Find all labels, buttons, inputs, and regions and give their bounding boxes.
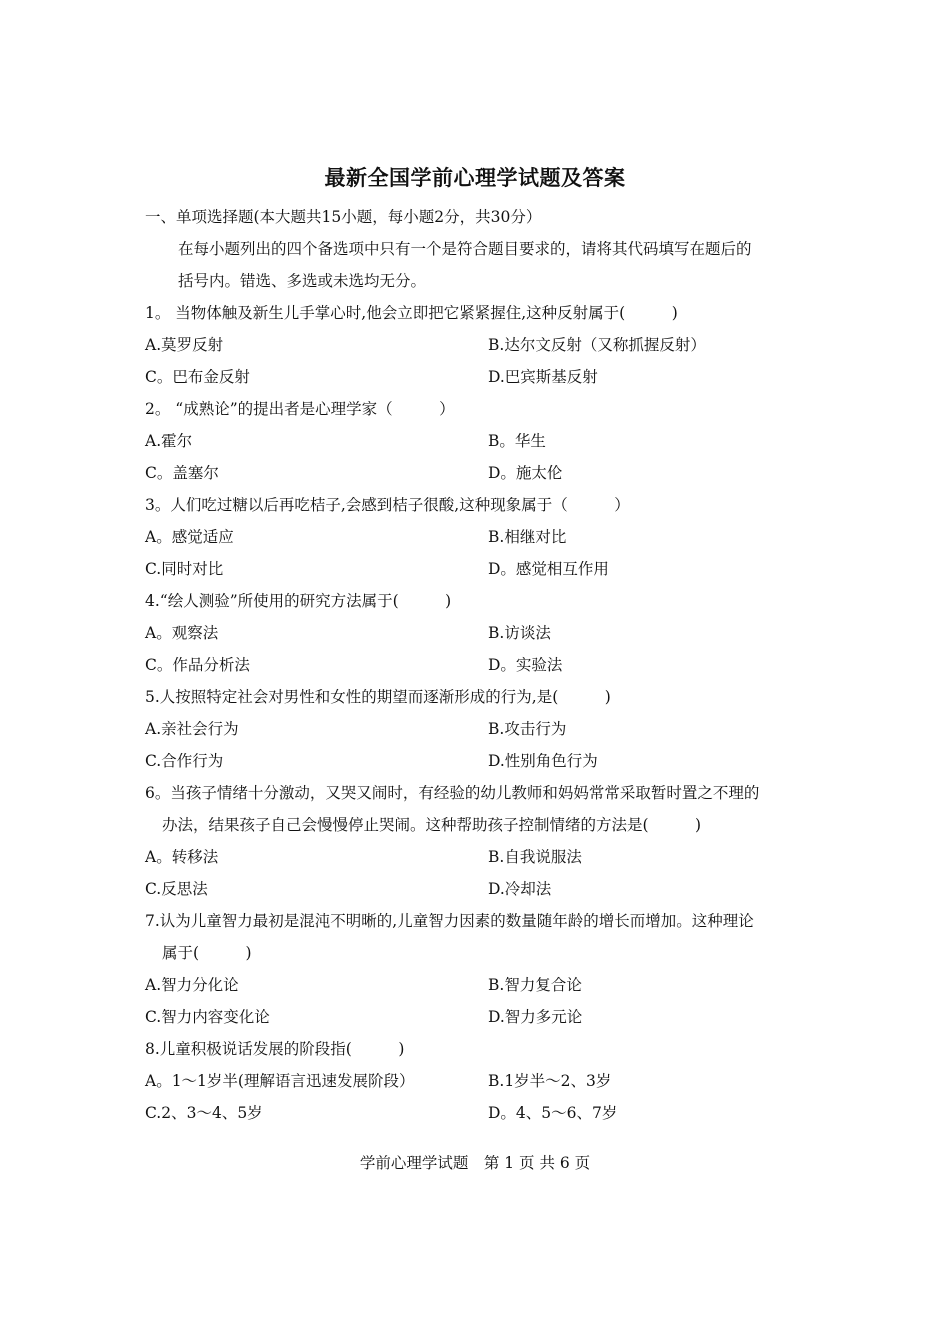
question-5-stem: 5.人按照特定社会对男性和女性的期望而逐渐形成的行为,是( ) — [145, 688, 611, 706]
question-2-option-d: D。施太伦 — [488, 464, 563, 482]
question-7-option-c: C.智力内容变化论 — [145, 1008, 270, 1026]
question-3-option-a: A。感觉适应 — [145, 528, 234, 546]
question-3-option-d: D。感觉相互作用 — [488, 560, 609, 578]
question-5-option-b: B.攻击行为 — [488, 720, 567, 738]
question-7-option-a: A.智力分化论 — [145, 976, 239, 994]
question-3-stem: 3。人们吃过糖以后再吃桔子,会感到桔子很酸,这种现象属于（ ） — [145, 496, 630, 514]
question-2-option-c: C。盖塞尔 — [145, 464, 219, 482]
question-2-option-b: B。华生 — [488, 432, 546, 450]
question-3-option-b: B.相继对比 — [488, 528, 567, 546]
question-6-stem-line-1: 6。当孩子情绪十分激动，又哭又闹时，有经验的幼儿教师和妈妈常常采取暂时置之不理的 — [145, 784, 760, 802]
question-1-option-a: A.莫罗反射 — [145, 336, 224, 354]
question-5-option-a: A.亲社会行为 — [145, 720, 239, 738]
question-6-option-b: B.自我说服法 — [488, 848, 582, 866]
question-4-option-b: B.访谈法 — [488, 624, 551, 642]
question-4-stem: 4.“绘人测验”所使用的研究方法属于( ) — [145, 592, 452, 610]
question-2-stem: 2。 “成熟论”的提出者是心理学家（ ） — [145, 400, 455, 418]
page-footer: 学前心理学试题 第 1 页 共 6 页 — [359, 1154, 591, 1172]
question-6-option-d: D.冷却法 — [488, 880, 552, 898]
question-1-option-b: B.达尔文反射（又称抓握反射） — [488, 336, 706, 354]
question-6-stem-line-2: 办法，结果孩子自己会慢慢停止哭闹。这种帮助孩子控制情绪的方法是( ) — [162, 816, 702, 834]
question-4-option-a: A。观察法 — [145, 624, 219, 642]
question-3-option-c: C.同时对比 — [145, 560, 224, 578]
question-4-option-c: C。作品分析法 — [145, 656, 250, 674]
question-1-option-c: C。巴布金反射 — [145, 368, 250, 386]
question-8-option-c: C.2、3～4、5岁 — [145, 1104, 263, 1122]
question-7-option-d: D.智力多元论 — [488, 1008, 583, 1026]
question-6-option-a: A。转移法 — [145, 848, 219, 866]
question-1-option-d: D.巴宾斯基反射 — [488, 368, 598, 386]
question-6-option-c: C.反思法 — [145, 880, 208, 898]
question-7-stem-line-2: 属于( ) — [162, 944, 252, 962]
question-8-stem: 8.儿童积极说话发展的阶段指( ) — [145, 1040, 405, 1058]
document-title: 最新全国学前心理学试题及答案 — [324, 166, 626, 190]
question-4-option-d: D。实验法 — [488, 656, 563, 674]
instruction-line-2: 括号内。错选、多选或未选均无分。 — [178, 272, 427, 290]
question-8-option-b: B.1岁半～2、3岁 — [488, 1072, 612, 1090]
question-1-stem: 1。 当物体触及新生儿手掌心时,他会立即把它紧紧握住,这种反射属于( ) — [145, 304, 678, 322]
instruction-line-1: 在每小题列出的四个备选项中只有一个是符合题目要求的，请将其代码填写在题后的 — [178, 240, 752, 258]
section-heading: 一、单项选择题(本大题共15小题，每小题2分，共30分） — [145, 208, 542, 226]
question-8-option-d: D。4、5～6、7岁 — [488, 1104, 618, 1122]
question-2-option-a: A.霍尔 — [145, 432, 193, 450]
question-7-option-b: B.智力复合论 — [488, 976, 582, 994]
question-5-option-c: C.合作行为 — [145, 752, 224, 770]
question-7-stem-line-1: 7.认为儿童智力最初是混沌不明晰的,儿童智力因素的数量随年龄的增长而增加。这种理论 — [145, 912, 754, 930]
question-8-option-a: A。1～1岁半(理解语言迅速发展阶段） — [145, 1072, 415, 1090]
question-5-option-d: D.性别角色行为 — [488, 752, 598, 770]
